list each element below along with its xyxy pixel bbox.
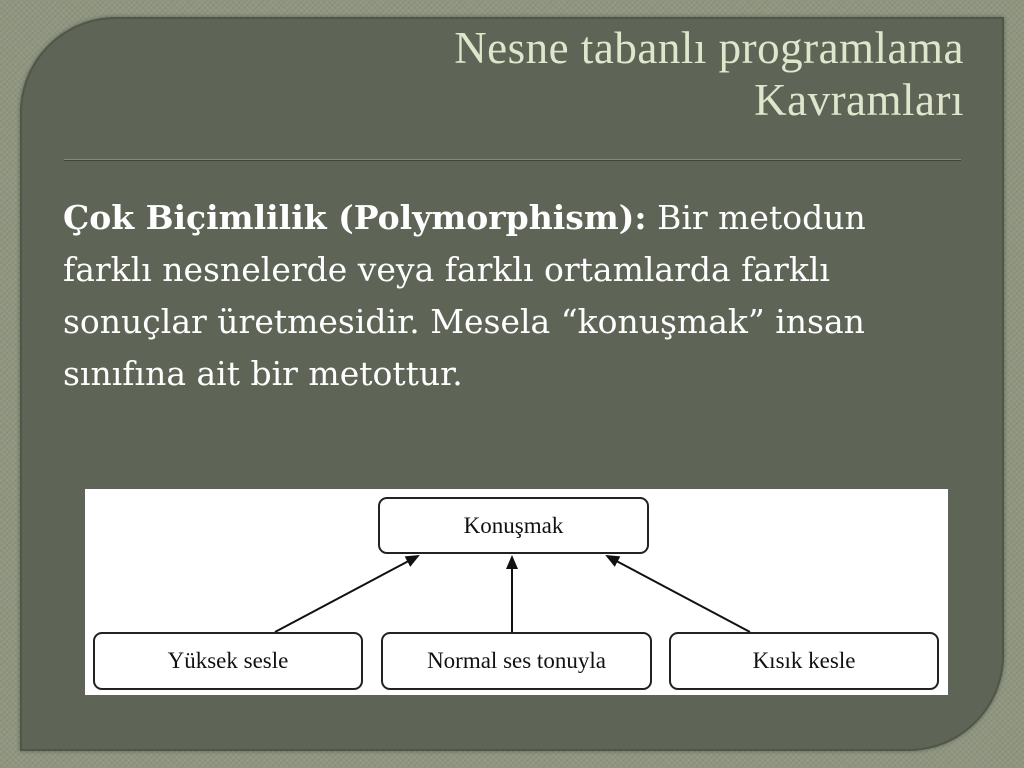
polymorphism-definition: Bir metodun farklı nesnelerde veya farklı ortamlarda farklı sonuçlar üretmesidir. Mesela “konuşmak” insan sınıfına ait bir metottur. (63, 198, 866, 393)
diagram-node-child-2: Normal ses tonuyla (381, 632, 652, 690)
slide-title (204, 22, 964, 126)
slide-title-line-1: Nesne tabanlı programlama (454, 23, 964, 73)
polymorphism-term: Çok Biçimlilik (Polymorphism): (63, 198, 647, 237)
arrow-right-to-root (607, 556, 750, 632)
diagram-node-root: Konuşmak (378, 497, 649, 554)
polymorphism-diagram (85, 489, 948, 695)
slide-body-text (63, 192, 943, 400)
diagram-node-child-1: Yüksek sesle (93, 632, 363, 690)
arrow-left-to-root (275, 556, 418, 632)
title-divider (64, 159, 961, 161)
diagram-node-child-3: Kısık kesle (669, 632, 939, 690)
slide-title-line-2: Kavramları (754, 75, 964, 125)
